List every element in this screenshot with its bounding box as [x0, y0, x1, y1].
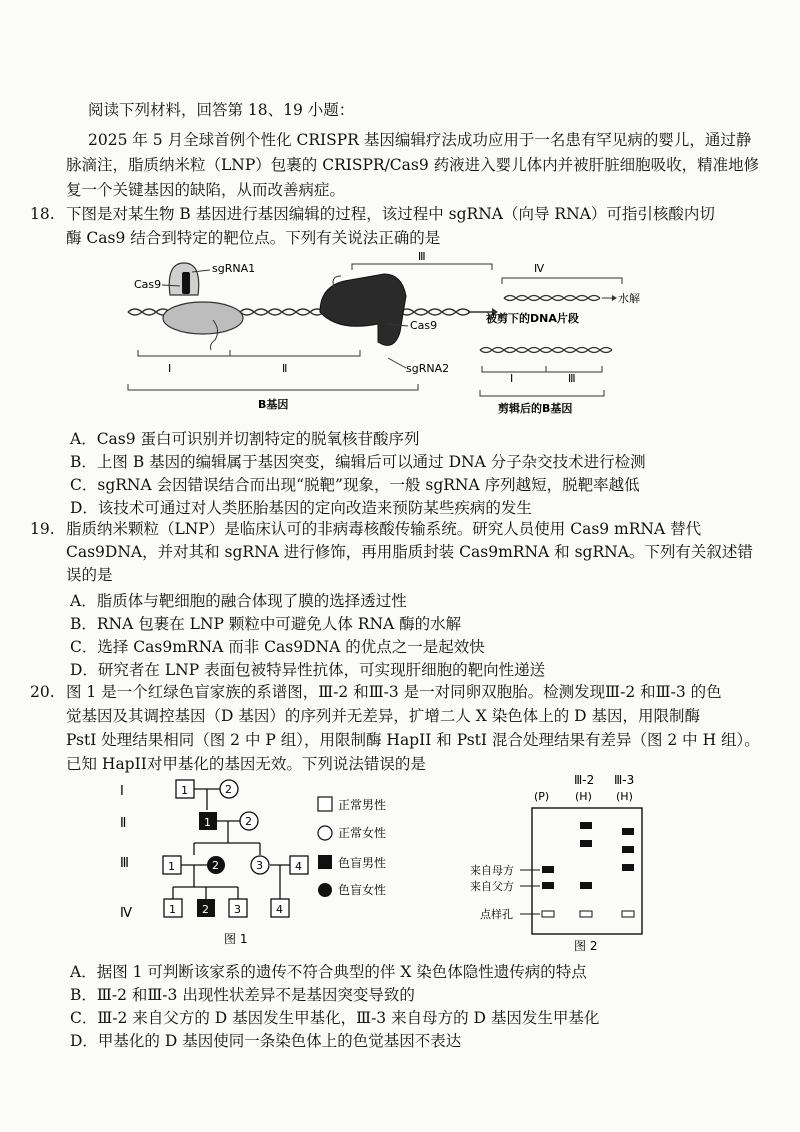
svg-text:Ⅰ: Ⅰ — [120, 784, 124, 799]
question-number: 19. — [30, 520, 55, 538]
roman-iv-label: Ⅳ — [534, 262, 545, 275]
option-a: A．据图 1 可判断该家系的遗传不符合典型的伴 X 染色体隐性遗传病的特点 — [70, 963, 587, 981]
svg-text:4: 4 — [295, 860, 302, 873]
roman-i-right-label: Ⅰ — [510, 372, 514, 385]
gel-band — [622, 846, 634, 853]
question-stem: 下图是对某生物 B 基因进行基因编辑的过程，该过程中 sgRNA（向导 RNA）可指引核酸内切 — [66, 205, 715, 223]
cas9-right-label: Cas9 — [410, 319, 438, 332]
option-d: D．甲基化的 D 基因使同一条染色体上的色觉基因不表达 — [70, 1032, 462, 1050]
option-b: B．Ⅲ-2 和Ⅲ-3 出现性状差异不是基因突变导致的 — [70, 986, 415, 1004]
edited-gene-label: 剪辑后的B基因 — [498, 402, 573, 415]
gel-band — [622, 828, 634, 835]
sgrna1-label: sgRNA1 — [212, 262, 256, 275]
pedigree-legend — [318, 797, 386, 897]
option-b: B．RNA 包裹在 LNP 颗粒中可避免人体 RNA 酶的水解 — [70, 615, 462, 633]
cas9-complex-right — [320, 274, 406, 345]
generation-labels — [120, 784, 132, 921]
intro-lead: 阅读下列材料，回答第 18、19 小题： — [88, 101, 355, 119]
gel-band — [580, 822, 592, 829]
question-stem: 图 1 是一个红绿色盲家族的系谱图，Ⅲ-2 和Ⅲ-3 是一对同卵双胞胎。检测发现Ⅲ-2 和Ⅲ-3 的色 — [66, 683, 722, 701]
roman-i-label: Ⅰ — [168, 362, 172, 375]
lane-group: (H) — [616, 790, 633, 803]
lane-group: (H) — [575, 790, 592, 803]
row-label-well: 点样孔 — [480, 908, 513, 921]
cas9-left-label: Cas9 — [134, 278, 162, 291]
lane-label: Ⅲ-2 — [574, 773, 595, 787]
svg-text:3: 3 — [234, 903, 241, 916]
option-d: D．研究者在 LNP 表面包被特异性抗体，可实现肝细胞的靶向性递送 — [70, 661, 546, 679]
roman-iii-right-label: Ⅲ — [568, 372, 576, 385]
option-a: A．脂质体与靶细胞的融合体现了膜的选择透过性 — [70, 592, 407, 610]
svg-text:1: 1 — [204, 816, 211, 829]
svg-text:Ⅱ: Ⅱ — [120, 816, 127, 831]
cas9-complex-left — [163, 263, 243, 350]
svg-text:1: 1 — [169, 903, 176, 916]
svg-text:色盲男性: 色盲男性 — [338, 856, 387, 870]
option-c: C．Ⅲ-2 来自父方的 D 基因发生甲基化，Ⅲ-3 来自母方的 D 基因发生甲基化 — [70, 1009, 600, 1027]
svg-text:Ⅳ: Ⅳ — [120, 906, 132, 921]
svg-text:2: 2 — [225, 783, 232, 796]
pedigree-figure — [110, 775, 410, 950]
intro-line: 脉滴注，脂质纳米粒（LNP）包裹的 CRISPR/Cas9 药液进入婴儿体内并被肝脏细胞吸收，精准地修 — [66, 156, 760, 174]
gel-band — [580, 882, 592, 889]
svg-text:正常男性: 正常男性 — [338, 798, 387, 812]
gel-well — [542, 911, 554, 917]
row-label-mother: 来自母方 — [470, 864, 514, 877]
question-stem: 已知 HapII对甲基化的基因无效。下列说法错误的是 — [66, 755, 426, 773]
svg-text:2: 2 — [245, 815, 252, 828]
gel-band — [542, 866, 554, 873]
cut-fragment-label: 被剪下的DNA片段 — [486, 312, 579, 325]
gel-figure — [470, 770, 650, 955]
question-stem: 误的是 — [66, 566, 113, 584]
intro-line: 复一个关键基因的缺陷，从而改善病症。 — [66, 181, 346, 199]
question-stem: 脂质纳米颗粒（LNP）是临床认可的非病毒核酸传输系统。研究人员使用 Cas9 mRNA 替代 — [66, 520, 702, 538]
svg-text:Ⅲ: Ⅲ — [120, 856, 129, 871]
gel-band — [580, 840, 592, 847]
svg-text:4: 4 — [276, 903, 283, 916]
intro-line: 2025 年 5 月全球首例个性化 CRISPR 基因编辑疗法成功应用于一名患有罕见病的婴儿，通过静 — [88, 131, 752, 149]
lane-group: (P) — [534, 790, 550, 803]
gel-well — [580, 911, 592, 917]
hydrolysis-label: 水解 — [618, 292, 640, 305]
option-d: D．该技术可通过对人类胚胎基因的定向改造来预防某些疾病的发生 — [70, 499, 532, 517]
b-gene-label: B基因 — [258, 398, 289, 411]
gel-band — [542, 882, 554, 889]
roman-iii-top: Ⅲ — [418, 250, 426, 263]
option-c: C．sgRNA 会因错误结合而出现“脱靶”现象，一般 sgRNA 序列越短，脱靶率越低 — [70, 476, 640, 494]
question-stem: 觉基因及其调控基因（D 基因）的序列并无差异，扩增二人 X 染色体上的 D 基因，用限制酶 — [66, 707, 701, 725]
svg-text:正常女性: 正常女性 — [338, 826, 387, 840]
question-stem: 酶 Cas9 结合到特定的靶位点。下列有关说法正确的是 — [66, 229, 441, 247]
roman-ii-label: Ⅱ — [282, 362, 288, 375]
option-b: B．上图 B 基因的编辑属于基因突变，编辑后可以通过 DNA 分子杂交技术进行检测 — [70, 453, 646, 471]
gene-editing-figure — [120, 250, 640, 420]
svg-text:色盲女性: 色盲女性 — [338, 883, 387, 897]
svg-text:2: 2 — [212, 859, 219, 872]
sgrna2-label: sgRNA2 — [406, 362, 450, 375]
figure-2-caption: 图 2 — [574, 939, 598, 953]
question-number: 20. — [30, 683, 55, 701]
figure-1-caption: 图 1 — [224, 932, 248, 946]
gel-well — [622, 911, 634, 917]
svg-text:1: 1 — [168, 860, 175, 873]
edited-dna-helix — [480, 348, 612, 353]
gel-band — [622, 864, 634, 871]
svg-text:1: 1 — [181, 784, 188, 797]
question-stem: Cas9DNA，并对其和 sgRNA 进行修饰，再用脂质封装 Cas9mRNA 和 sgRNA。下列有关叙述错 — [66, 543, 753, 561]
row-label-father: 来自父方 — [470, 880, 514, 893]
svg-text:3: 3 — [256, 859, 263, 872]
cut-dna-fragment — [504, 296, 600, 301]
svg-text:2: 2 — [202, 903, 209, 916]
option-c: C．选择 Cas9mRNA 而非 Cas9DNA 的优点之一是起效快 — [70, 638, 485, 656]
question-number: 18. — [30, 205, 55, 223]
lane-label: Ⅲ-3 — [614, 773, 635, 787]
question-stem: PstI 处理结果相同（图 2 中 P 组），用限制酶 HapII 和 PstI 混合处理结果有差异（图 2 中 H 组）。 — [66, 731, 760, 749]
option-a: A．Cas9 蛋白可识别并切割特定的脱氧核苷酸序列 — [70, 430, 420, 448]
